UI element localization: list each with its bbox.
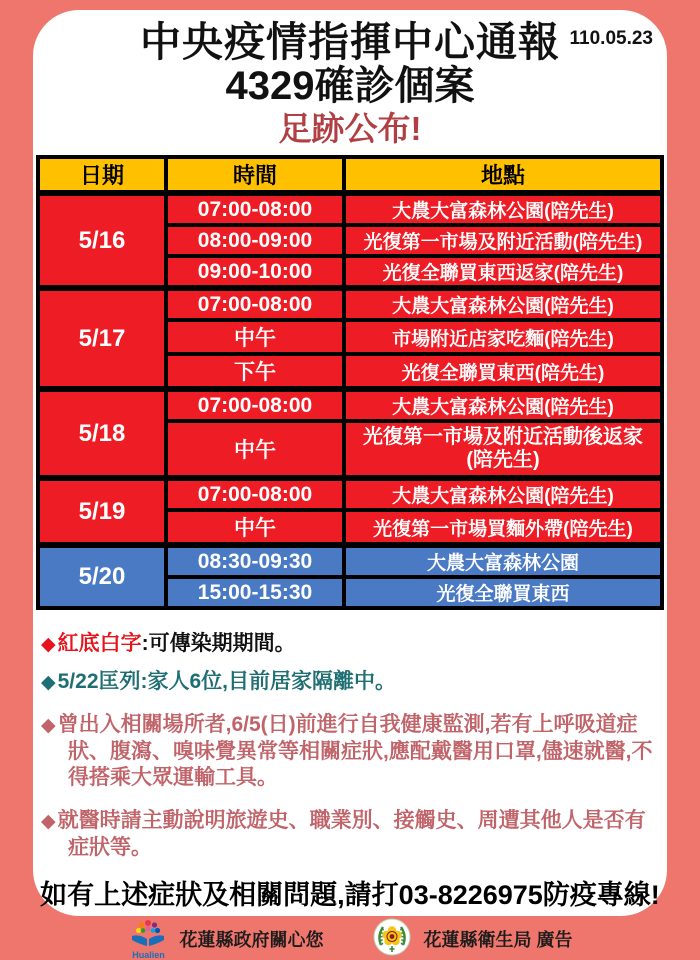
hualien-county-logo-icon	[127, 918, 169, 960]
note-text: :可傳染期期間。	[141, 632, 296, 656]
page-title: 中央疫情指揮中心通報	[140, 19, 560, 65]
table-header	[38, 157, 662, 193]
diamond-bullet-icon: ◆	[41, 715, 56, 737]
location-cell: 大農大富森林公園	[344, 545, 662, 577]
date-cell: 5/19	[38, 478, 166, 545]
time-cell: 下午	[166, 354, 344, 389]
hualien-logo-caption: Hualien	[132, 950, 165, 960]
footer	[33, 918, 667, 960]
note-text: 5/22匡列:家人6位,目前居家隔離中。	[57, 669, 397, 693]
column-header-time: 時間	[166, 157, 344, 193]
time-cell: 07:00-08:00	[166, 288, 344, 320]
note-self-monitoring	[41, 712, 657, 791]
note-quarantine	[41, 669, 657, 695]
poster-panel	[33, 10, 667, 960]
table-row	[38, 389, 662, 421]
date-group-5-19	[38, 478, 662, 545]
date-group-5-17	[38, 288, 662, 389]
location-cell: 大農大富森林公園(陪先生)	[344, 478, 662, 510]
time-cell: 07:00-08:00	[166, 193, 344, 225]
location-cell: 光復第一市場買麵外帶(陪先生)	[344, 510, 662, 545]
footprint-subtitle: 足跡公布!	[278, 110, 422, 148]
time-cell: 中午	[166, 510, 344, 545]
note-text: 曾出入相關場所者,6/5(日)前進行自我健康監測,若有上呼吸道症狀、腹瀉、嗅味覺異常等相關症狀,應配戴醫用口罩,儘速就醫,不得搭乘大眾運輸工具。	[57, 713, 653, 790]
location-cell: 大農大富森林公園(陪先生)	[344, 288, 662, 320]
time-cell: 中午	[166, 320, 344, 354]
location-cell: 光復全聯買東西(陪先生)	[344, 354, 662, 389]
location-cell: 光復全聯買東西返家(陪先生)	[344, 256, 662, 288]
date-group-5-18	[38, 389, 662, 478]
note-text: 就醫時請主動說明旅遊史、職業別、接觸史、周遭其他人是否有症狀等。	[57, 809, 646, 859]
date-group-5-20	[38, 545, 662, 608]
date-cell: 5/18	[38, 389, 166, 478]
date-cell: 5/17	[38, 288, 166, 389]
poster-header	[33, 20, 667, 148]
time-cell: 08:30-09:30	[166, 545, 344, 577]
column-header-location: 地點	[344, 157, 662, 193]
health-bureau-logo-icon	[371, 918, 413, 960]
location-cell: 光復第一市場及附近活動(陪先生)	[344, 225, 662, 256]
location-cell: 大農大富森林公園(陪先生)	[344, 389, 662, 421]
diamond-bullet-icon: ◆	[41, 634, 56, 656]
table-row	[38, 193, 662, 225]
county-government-label: 花蓮縣政府關心您	[179, 930, 324, 951]
location-cell: 大農大富森林公園(陪先生)	[344, 193, 662, 225]
table-row	[38, 478, 662, 510]
column-header-date: 日期	[38, 157, 166, 193]
time-cell: 09:00-10:00	[166, 256, 344, 288]
diamond-bullet-icon: ◆	[41, 671, 56, 693]
time-cell: 中午	[166, 421, 344, 478]
date-cell: 5/20	[38, 545, 166, 608]
health-bureau-brand	[371, 918, 572, 960]
time-cell: 07:00-08:00	[166, 389, 344, 421]
note-red-legend	[41, 631, 657, 657]
location-cell: 光復第一市場及附近活動後返家(陪先生)	[344, 421, 662, 478]
note-highlight: 紅底白字	[57, 632, 142, 656]
time-cell: 07:00-08:00	[166, 478, 344, 510]
note-seek-medical	[41, 808, 657, 861]
footprint-table	[36, 155, 664, 610]
date-group-5-16	[38, 193, 662, 288]
date-cell: 5/16	[38, 193, 166, 288]
health-bureau-label: 花蓮縣衛生局 廣告	[423, 930, 573, 951]
time-cell: 08:00-09:00	[166, 225, 344, 256]
location-cell: 市場附近店家吃麵(陪先生)	[344, 320, 662, 354]
hotline-banner: 如有上述症狀及相關問題,請打03-8226975防疫專線!	[40, 880, 660, 911]
table-row	[38, 545, 662, 577]
case-number-title: 4329確診個案	[225, 64, 475, 109]
diamond-bullet-icon: ◆	[41, 811, 56, 833]
county-government-brand	[127, 918, 323, 960]
notes-section	[33, 610, 667, 861]
time-cell: 15:00-15:30	[166, 577, 344, 608]
location-cell: 光復全聯買東西	[344, 577, 662, 608]
table-row	[38, 288, 662, 320]
report-date: 110.05.23	[569, 28, 653, 49]
